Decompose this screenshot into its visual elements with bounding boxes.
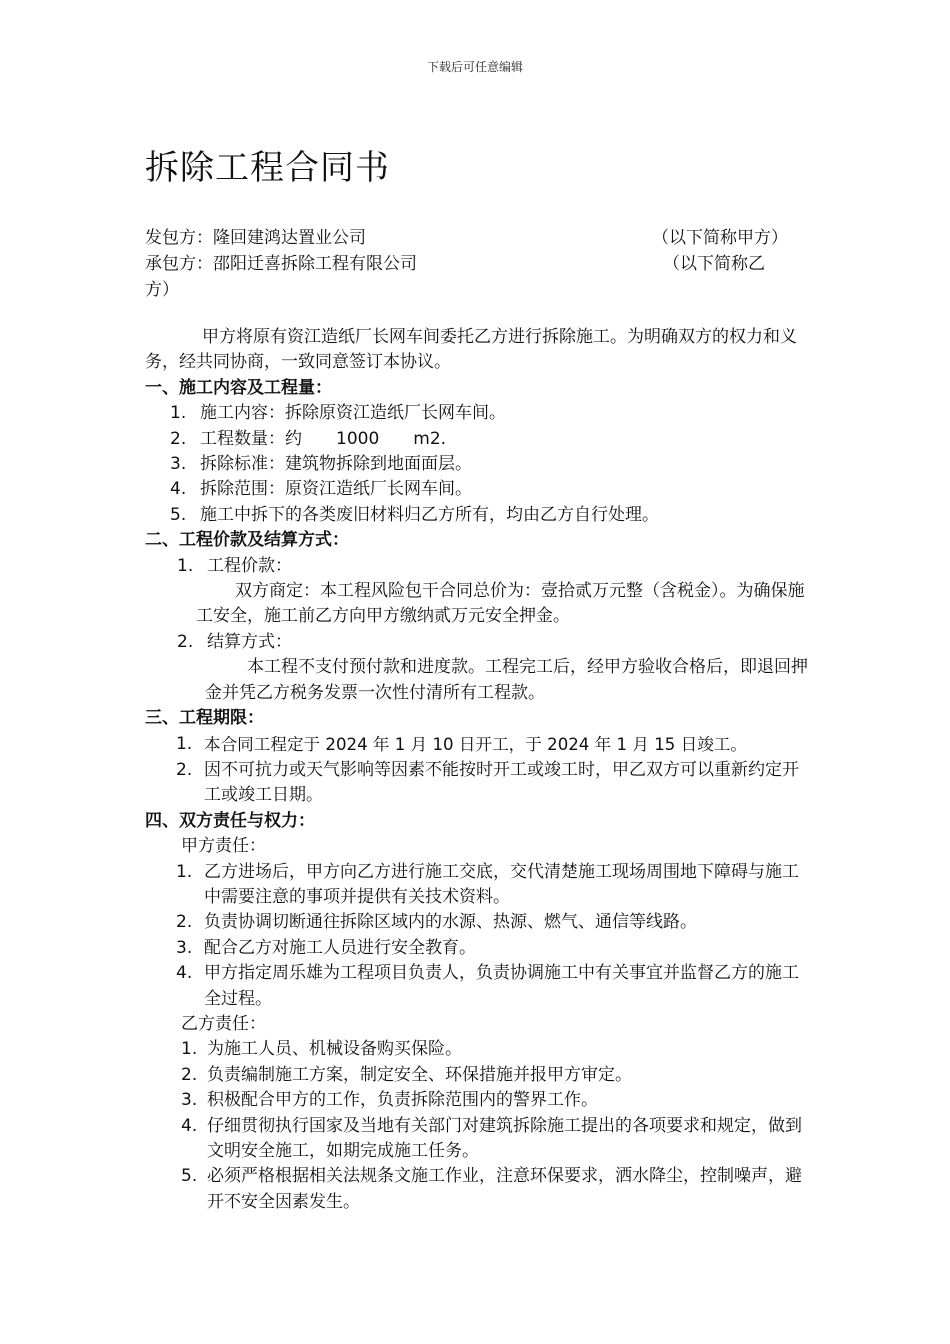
list-text: 施工中拆下的各类废旧材料归乙方所有，均由乙方自行处理。: [200, 504, 659, 525]
list-text: 负责协调切断通往拆除区域内的水源、热源、燃气、通信等线路。: [204, 912, 697, 933]
list-item: [145, 630, 810, 655]
list-number: 2.: [170, 428, 187, 449]
list-item: [145, 1063, 810, 1088]
party-b-duties-label: 乙方责任：: [181, 1013, 266, 1034]
list-item: [145, 910, 810, 935]
list-number: 3.: [170, 454, 187, 475]
section-1-heading: 一、施工内容及工程量：: [145, 377, 332, 398]
list-number: 1.: [176, 733, 193, 754]
list-item: [145, 554, 810, 579]
party-b-label: 承包方：: [145, 254, 213, 274]
list-text: 配合乙方对施工人员进行安全教育。: [204, 937, 476, 958]
list-item: [145, 427, 810, 452]
list-text: 本合同工程定于 2024 年 1 月 10 日开工，于 2024 年 1 月 15 日竣工。: [204, 734, 747, 754]
list-text: 工程数量：约 1000 m2.: [200, 428, 447, 449]
list-item: [145, 1088, 810, 1113]
party-a-name: 隆回建鸿达置业公司: [213, 228, 366, 248]
list-number: 5.: [170, 504, 187, 525]
list-item: [145, 477, 810, 502]
list-item: [145, 732, 810, 758]
list-item: [145, 1114, 810, 1165]
list-text: 积极配合甲方的工作，负责拆除范围内的警界工作。: [207, 1090, 598, 1111]
list-item: [145, 936, 810, 961]
list-text: 施工内容：拆除原资江造纸厂长网车间。: [200, 403, 506, 424]
contract-body: [145, 325, 810, 1215]
section-3-heading: 三、工程期限：: [145, 708, 264, 729]
list-text: 拆除标准：建筑物拆除到地面面层。: [200, 454, 472, 475]
page-header-note: 下载后可任意编辑: [426, 60, 523, 74]
list-text: 因不可抗力或天气影响等因素不能按时开工或竣工时，甲乙双方可以重新约定开工或竣工日期。: [204, 759, 799, 806]
settlement-paragraph: 本工程不支付预付款和进度款。工程完工后，经甲方验收合格后，即退回押金并凭乙方税务发票一次性付清所有工程款。: [205, 657, 808, 703]
list-item: [145, 758, 810, 809]
list-text: 必须严格根据相关法规条文施工作业，注意环保要求，洒水降尘，控制噪声，避开不安全因素发生。: [207, 1166, 802, 1212]
list-number: 4.: [181, 1115, 198, 1136]
list-text: 拆除范围：原资江造纸厂长网车间。: [200, 479, 472, 500]
party-a-line: [145, 226, 366, 250]
list-number: 2.: [177, 631, 194, 652]
list-number: 2.: [176, 912, 193, 933]
list-number: 3.: [181, 1090, 198, 1111]
list-text: 负责编制施工方案，制定安全、环保措施并报甲方审定。: [207, 1064, 632, 1085]
list-number: 3.: [176, 937, 193, 958]
list-number: 4.: [176, 963, 193, 984]
party-a-duties-label: 甲方责任：: [181, 836, 266, 857]
list-item: [145, 1037, 810, 1062]
list-item: [145, 452, 810, 477]
list-text: 为施工人员、机械设备购买保险。: [207, 1039, 462, 1060]
list-number: 1.: [181, 1039, 198, 1060]
intro-paragraph: 甲方将原有资江造纸厂长网车间委托乙方进行拆除施工。为明确双方的权力和义务，经共同协商，一致同意签订本协议。: [145, 327, 797, 373]
list-text: 仔细贯彻执行国家及当地有关部门对建筑拆除施工提出的各项要求和规定，做到文明安全施工，如期完成施工任务。: [207, 1115, 802, 1161]
party-a-label: 发包方：: [145, 228, 213, 248]
list-number: 1.: [176, 861, 193, 882]
list-number: 2.: [181, 1064, 198, 1085]
party-b-alias-cont: 方）: [145, 280, 179, 300]
list-item: [145, 961, 810, 1012]
list-item: [145, 503, 810, 528]
price-paragraph: 双方商定：本工程风险包干合同总价为：壹拾贰万元整（含税金）。为确保施工安全，施工前乙方向甲方缴纳贰万元安全押金。: [196, 581, 805, 627]
list-number: 1.: [170, 403, 187, 424]
list-text: 结算方式：: [207, 631, 292, 652]
party-a-alias: （以下简称甲方）: [652, 228, 788, 248]
list-number: 4.: [170, 479, 187, 500]
section-4-heading: 四、双方责任与权力：: [145, 810, 315, 831]
list-number: 1.: [177, 555, 194, 576]
document-title: 拆除工程合同书: [145, 148, 390, 188]
section-2-heading: 二、工程价款及结算方式：: [145, 530, 349, 551]
list-number: 2.: [176, 759, 193, 780]
list-text: 工程价款：: [207, 555, 292, 576]
list-item: [145, 401, 810, 426]
list-item: [145, 860, 810, 911]
list-number: 5.: [181, 1166, 198, 1187]
party-b-alias: （以下简称乙: [663, 254, 765, 274]
party-b-line: [145, 252, 417, 276]
list-item: [145, 1164, 810, 1215]
list-text: 乙方进场后，甲方向乙方进行施工交底，交代清楚施工现场周围地下障碍与施工中需要注意的事项并提供有关技术资料。: [204, 861, 799, 907]
party-b-name: 邵阳迁喜拆除工程有限公司: [213, 254, 417, 274]
list-text: 甲方指定周乐雄为工程项目负责人，负责协调施工中有关事宜并监督乙方的施工全过程。: [204, 963, 799, 1009]
